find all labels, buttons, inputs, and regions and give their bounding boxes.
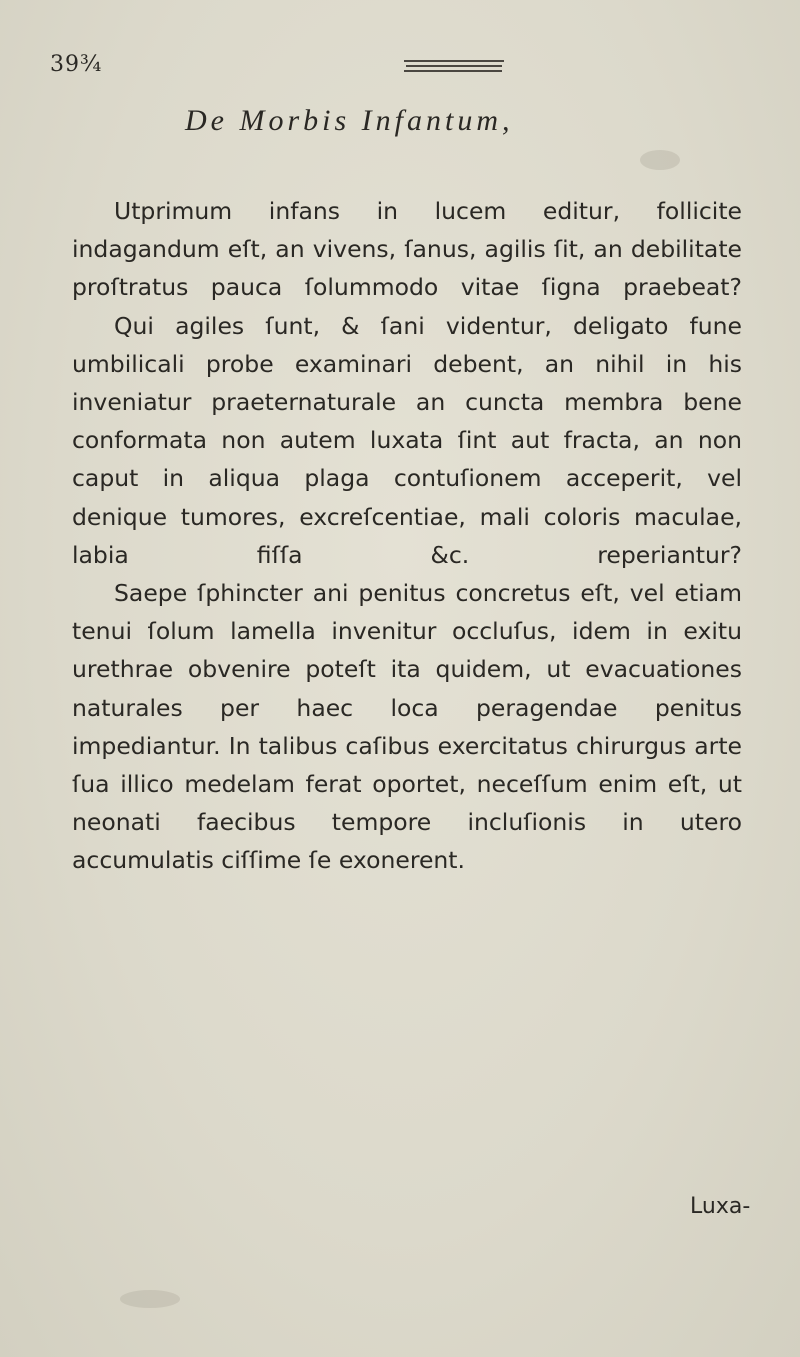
paragraph: Qui agiles ſunt, & ſani videntur, deligato fune umbilicali probe examinari debent, an nihil in his inveniatur praeternaturale an cuncta membra bene conformata non autem luxata ſint aut fracta, an non caput in aliqua plaga contuſionem acceperit, vel denique tumores, excreſcentiae, mali coloris maculae, labia fiſſa &c. reperiantur?: [72, 311, 742, 569]
header-rule: [404, 70, 502, 72]
paragraph: Utprimum infans in lucem editur, follicite indagandum eſt, an vivens, ſanus, agilis ſit, an debilitate proſtratus pauca ſolummodo vitae ſigna praebeat?: [72, 197, 742, 302]
paragraph: Saepe ſphincter ani penitus concretus eſt, vel etiam tenui ſolum lamella invenitur occluſus, idem in exitu urethrae obvenire poteſt ita quidem, ut evacuationes naturales per haec loca peragendae penitus impediantur. In talibus caſibus exercitatus chirurgus arte ſua illico medelam ferat oportet, neceſſum enim eſt, ut neonati faecibus tempore incluſionis in utero accumulatis ciſſime ſe exonerent.: [72, 579, 742, 875]
paper-stain: [640, 150, 680, 170]
header-rule: [404, 60, 504, 62]
running-head: De Morbis Infantum,: [185, 104, 514, 137]
body-text: [72, 192, 742, 880]
page-number: 39¾: [50, 52, 103, 77]
paper-stain: [120, 1290, 180, 1308]
catchword: Luxa-: [690, 1194, 751, 1219]
header-rule: [406, 65, 502, 67]
